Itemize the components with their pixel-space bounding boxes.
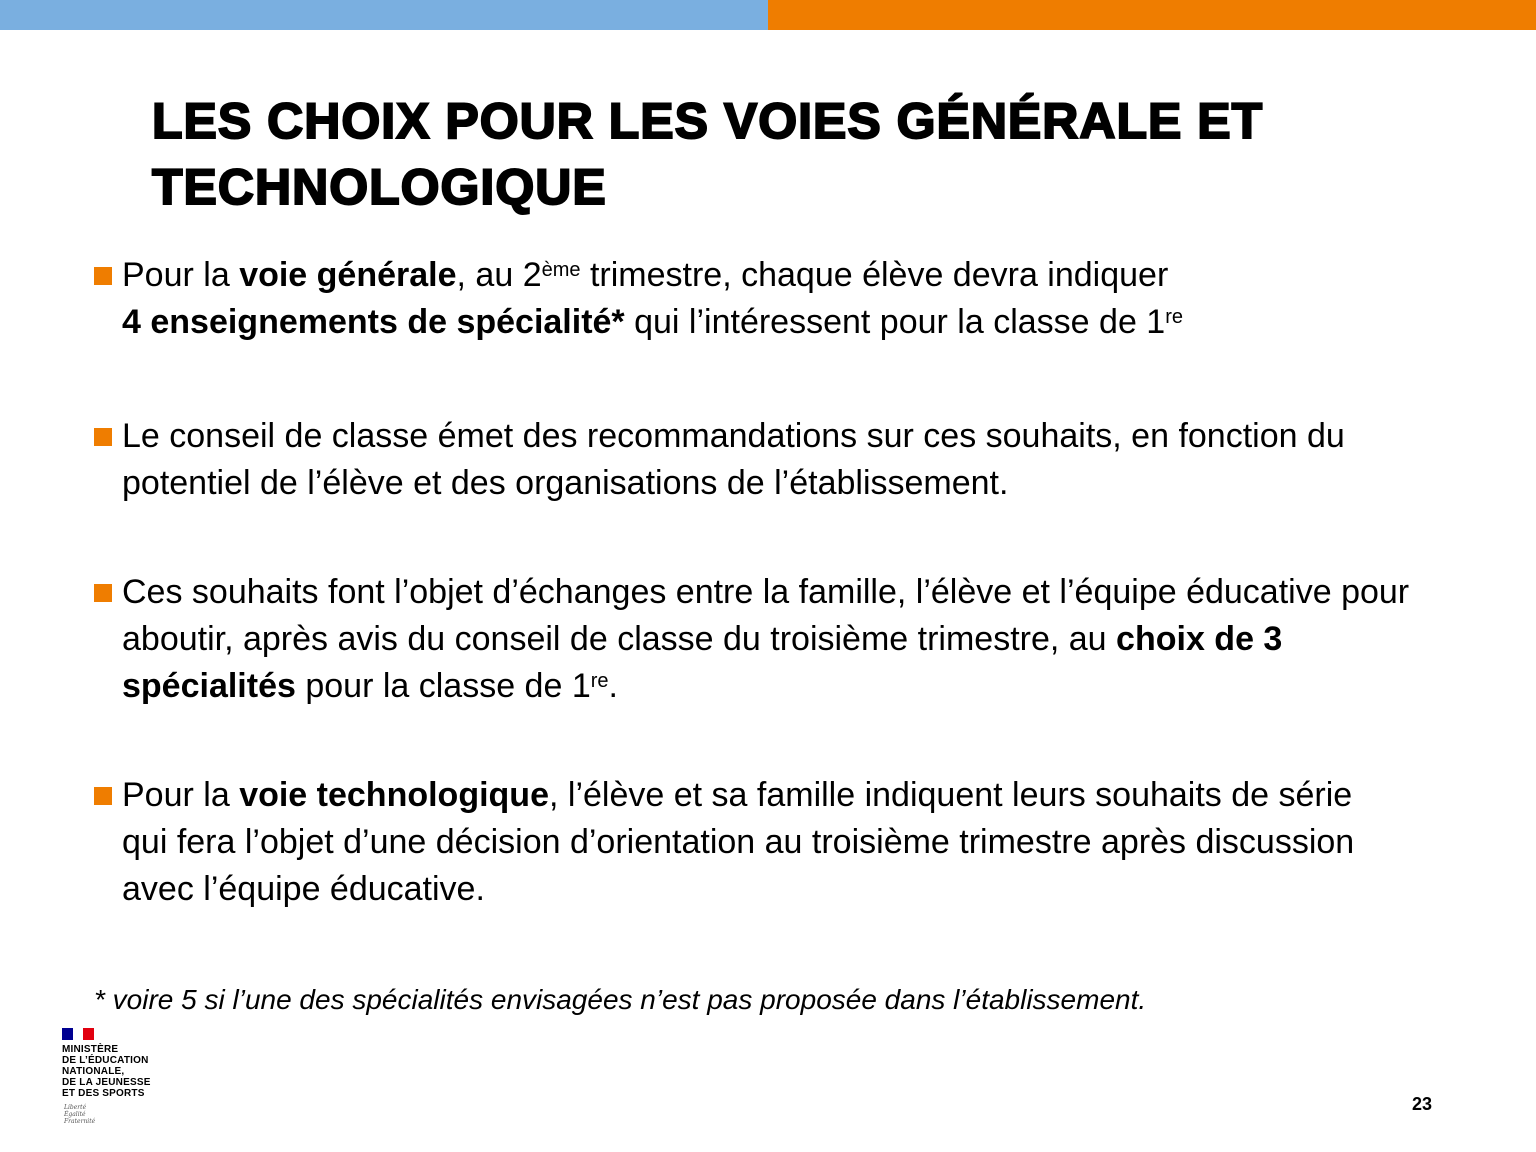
slide-title-line-1: LES CHOIX POUR LES VOIES GÉNÉRALE ET bbox=[152, 93, 1264, 149]
text-run: Pour la bbox=[122, 256, 240, 294]
bold-run: 4 enseignements de spécialité* bbox=[122, 303, 625, 341]
text-run: pour la classe de 1 bbox=[295, 667, 591, 705]
motto-line: Fraternité bbox=[64, 1118, 96, 1125]
ministry-name-line: ET DES SPORTS bbox=[62, 1088, 145, 1099]
ministry-name-line: DE L’ÉDUCATION bbox=[62, 1055, 149, 1066]
superscript: ème bbox=[541, 258, 581, 281]
text-run: Ces souhaits font l’objet d’échanges entre la famille, l’élève et l’équipe éducative pour aboutir, après avis du conseil de classe du troisième trimestre, au bbox=[122, 573, 1410, 658]
text-run: , l’élève et sa famille indiquent leurs souhaits de série qui fera l’objet d’une décision d’orientation au troisième trimestre après discussion avec l’équipe éducative. bbox=[122, 776, 1355, 908]
top-bar-orange bbox=[768, 0, 1536, 30]
slide-title bbox=[152, 88, 1472, 220]
text-run: , au 2 bbox=[456, 256, 542, 294]
text-run: trimestre, chaque élève devra indiquer bbox=[580, 256, 1169, 294]
ministry-name-line: DE LA JEUNESSE bbox=[62, 1077, 151, 1088]
page-number: 23 bbox=[1411, 1094, 1432, 1114]
ministry-name-line: NATIONALE, bbox=[62, 1066, 125, 1077]
text-run: Pour la bbox=[122, 776, 240, 814]
bullet-conseil-de-classe bbox=[94, 413, 1484, 507]
republic-motto bbox=[64, 1104, 95, 1125]
text-run: qui l’intéressent pour la classe de 1 bbox=[624, 303, 1166, 341]
motto-line: Égalité bbox=[64, 1111, 86, 1118]
square-bullet-icon bbox=[94, 584, 112, 602]
bullet-voie-generale bbox=[94, 252, 1484, 346]
ministry-name-line: MINISTÈRE bbox=[62, 1044, 119, 1055]
motto-line: Liberté bbox=[64, 1104, 87, 1111]
bullet-text bbox=[122, 569, 1452, 710]
superscript: re bbox=[1165, 305, 1183, 328]
top-color-bar bbox=[0, 0, 1536, 30]
slide-title-line-2: TECHNOLOGIQUE bbox=[152, 159, 607, 215]
bullet-souhaits-echanges bbox=[94, 569, 1484, 710]
text-run: . bbox=[608, 667, 618, 705]
footnote: * voire 5 si l’une des spécialités envisagées n’est pas proposée dans l’établissement. bbox=[94, 984, 1147, 1015]
ministry-name bbox=[62, 1044, 151, 1099]
square-bullet-icon bbox=[94, 267, 112, 285]
bullet-voie-technologique bbox=[94, 772, 1484, 913]
bullet-text bbox=[122, 252, 1484, 346]
square-bullet-icon bbox=[94, 428, 112, 446]
bold-run: voie technologique bbox=[239, 776, 549, 814]
bullet-text bbox=[122, 772, 1372, 913]
top-bar-blue bbox=[0, 0, 768, 30]
bold-run: voie générale bbox=[239, 256, 457, 294]
french-flag-icon bbox=[62, 1028, 94, 1040]
ministry-logo bbox=[62, 1028, 172, 1128]
superscript: re bbox=[590, 669, 609, 692]
bold-run: choix de 3 spécialités bbox=[122, 620, 1283, 705]
bullet-text: Le conseil de classe émet des recommandations sur ces souhaits, en fonction du potentiel de l’élève et des organisations de l’établissement. bbox=[122, 417, 1345, 502]
square-bullet-icon bbox=[94, 787, 112, 805]
